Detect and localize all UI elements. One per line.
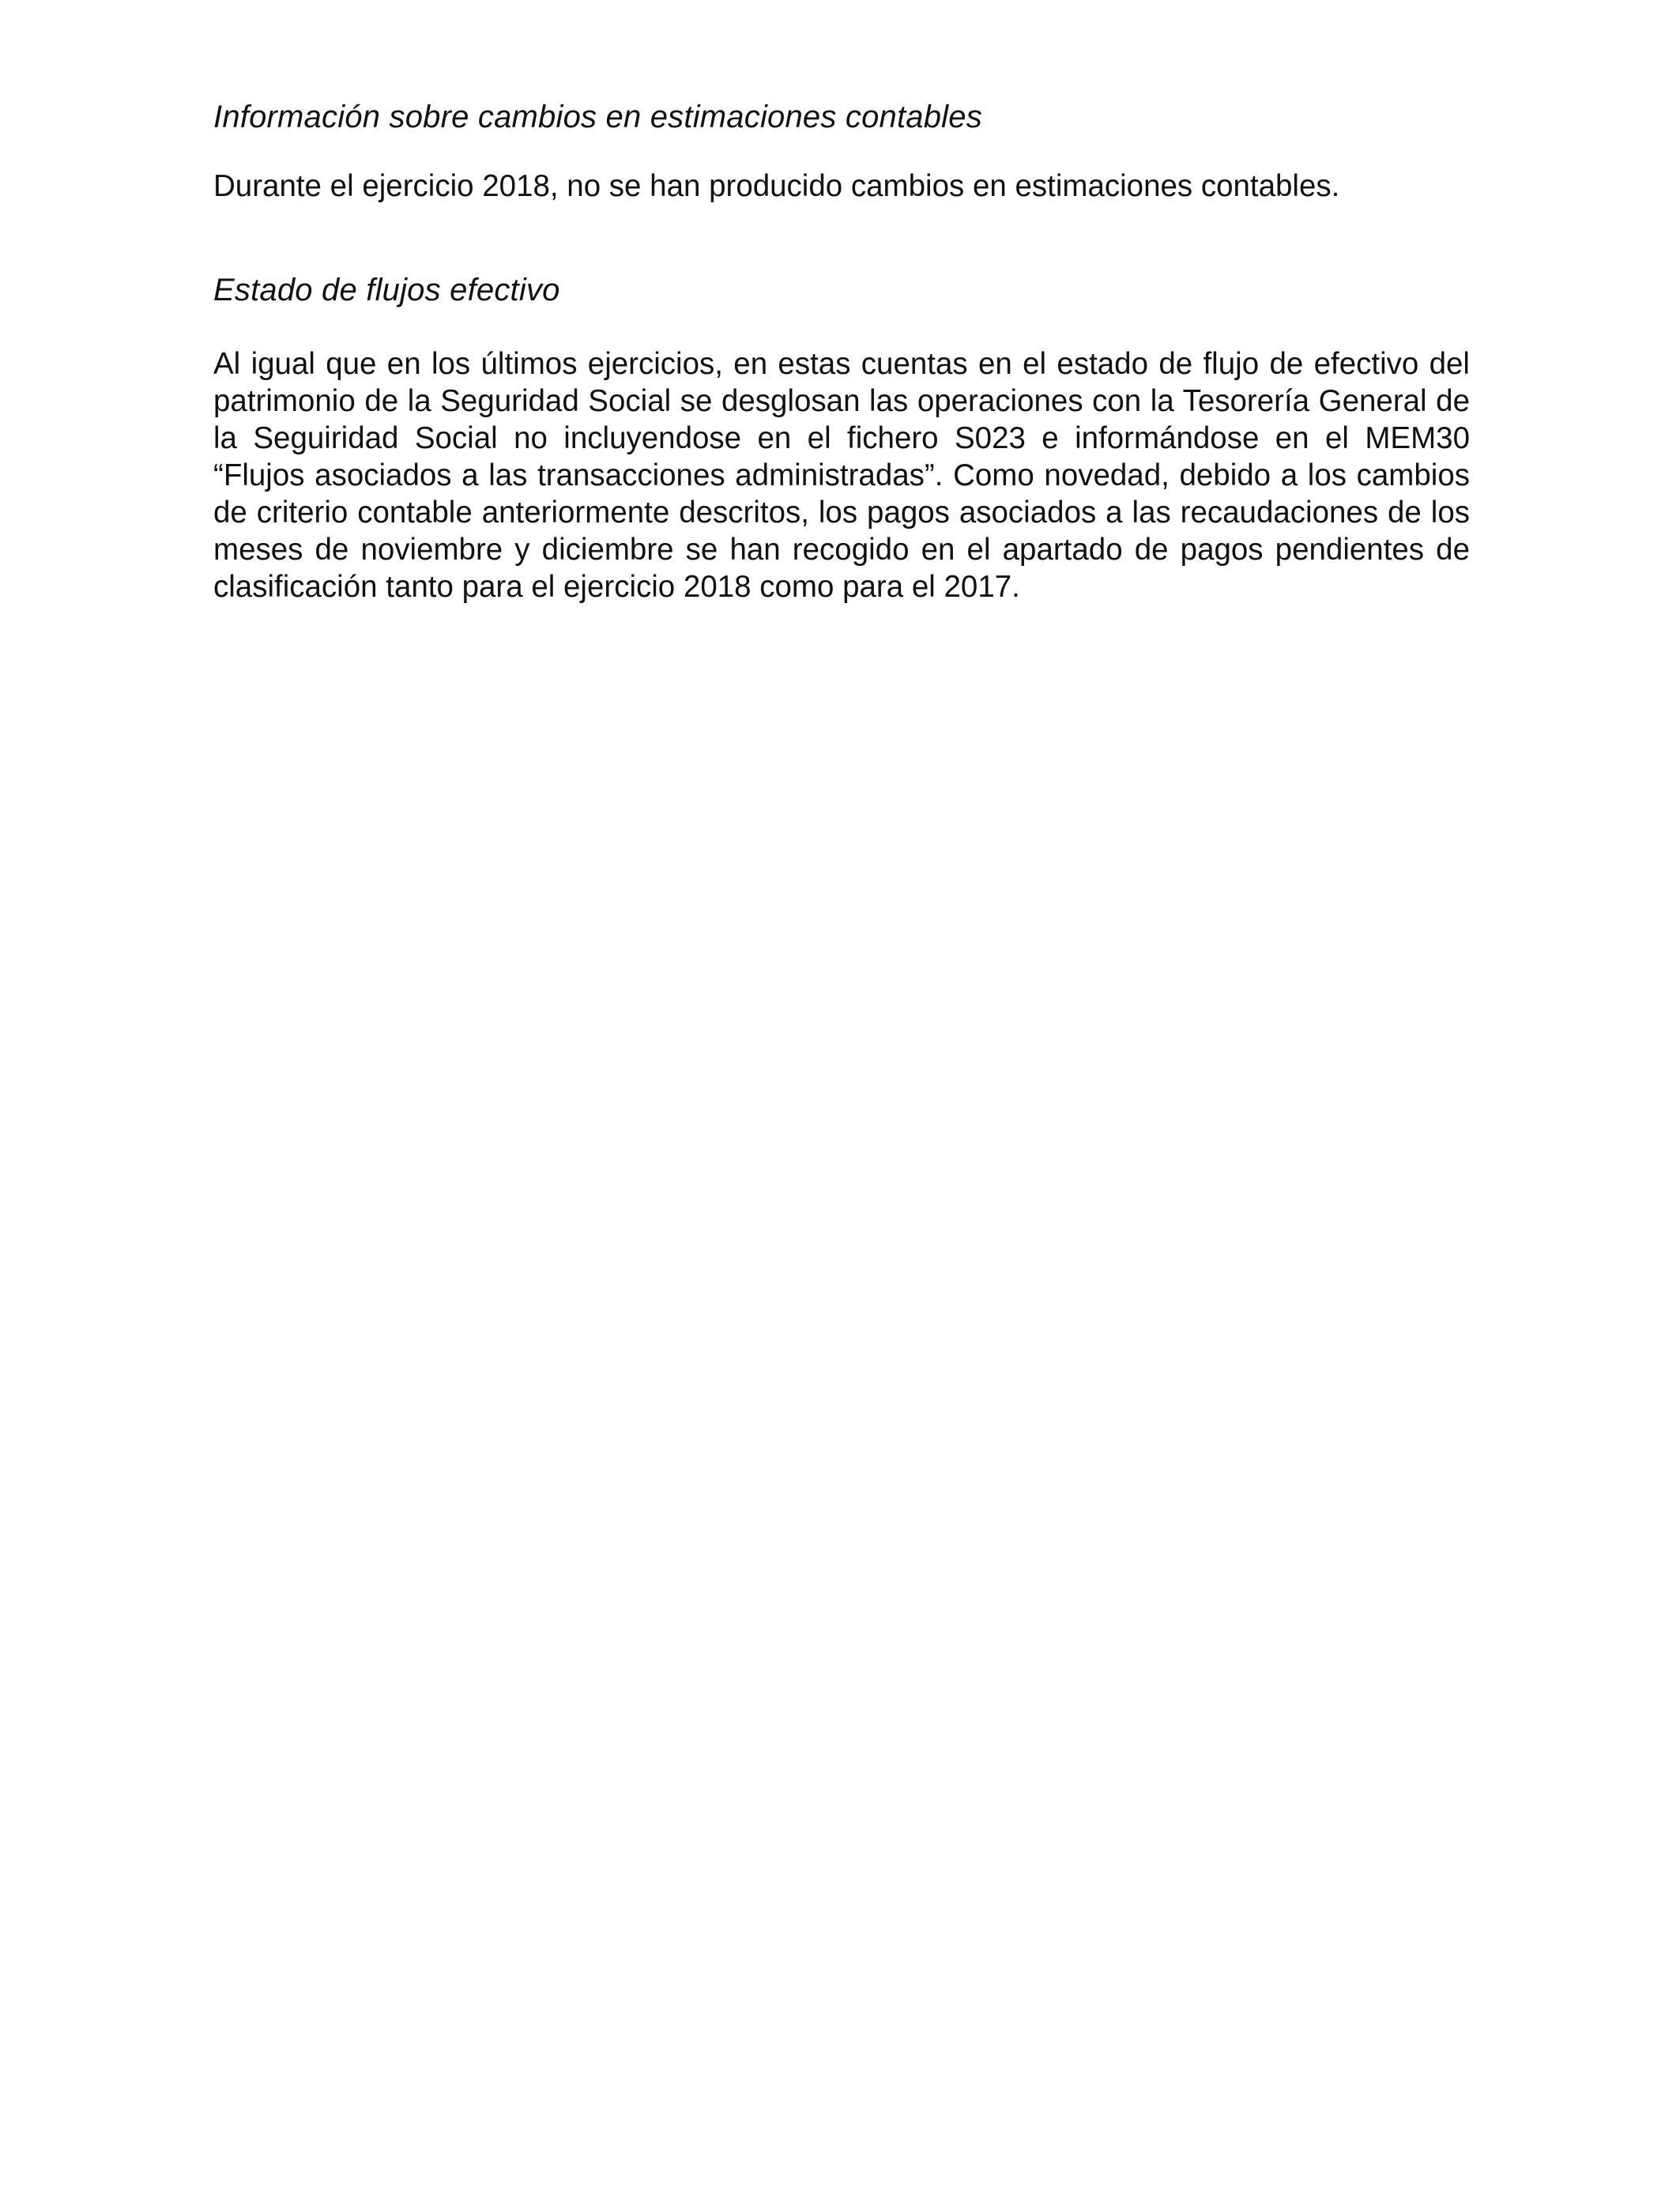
section-paragraph-flujos: Al igual que en los últimos ejercicios, en estas cuentas en el estado de flujo de efectivo del patrimonio de la Seguridad Social se desglosan las operaciones con la Tesorería General de la Seguiridad Social no incluyendose en el fichero S023 e informándose en el MEM30 “Flujos asociados a las transacciones administradas”. Como novedad, debido a los cambios de criterio contable anteriormente descritos, los pagos asociados a las recaudaciones de los meses de noviembre y diciembre se han recogido en el apartado de pagos pendientes de clasificación tanto para el ejercicio 2018 como para el 2017. [213,347,1470,604]
page-content [213,93,1470,605]
section-heading-estimaciones: Información sobre cambios en estimaciones contables [213,100,982,134]
section-paragraph-estimaciones: Durante el ejercicio 2018, no se han producido cambios en estimaciones contables. [213,169,1340,203]
section-heading-flujos: Estado de flujos efectivo [213,273,560,307]
